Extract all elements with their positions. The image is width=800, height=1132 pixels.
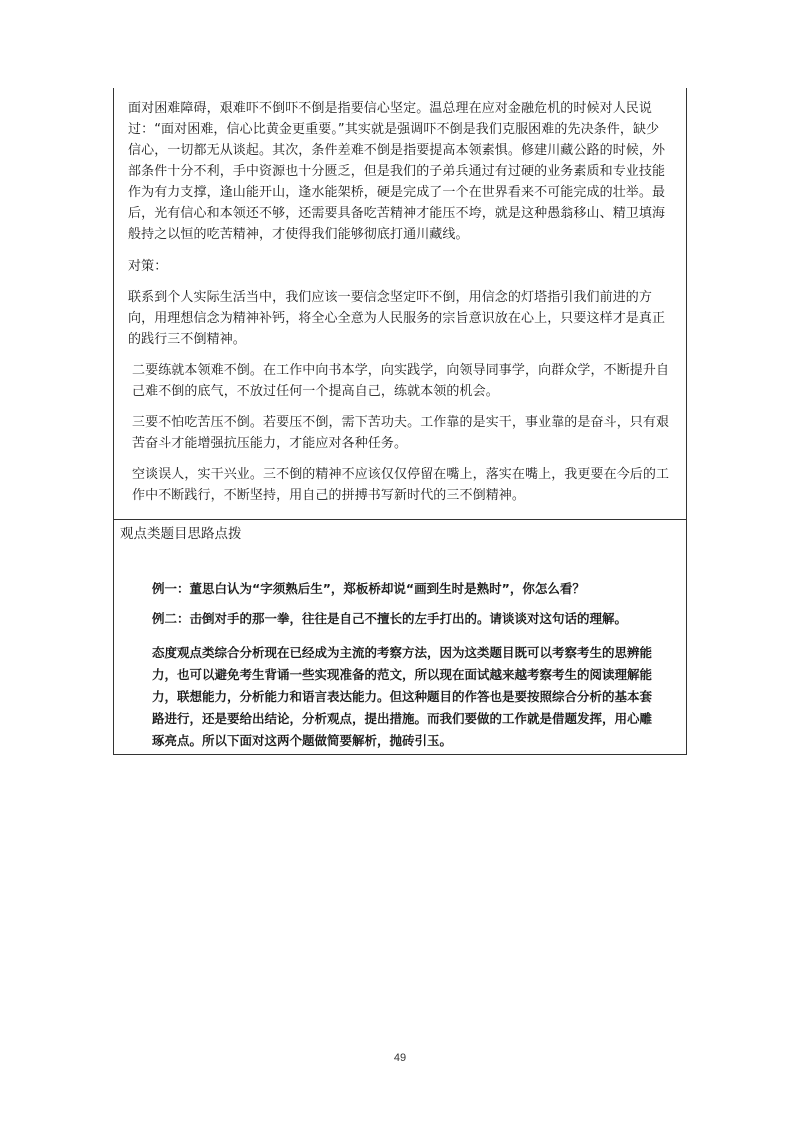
conclusion-paragraph: 空谈误人，实干兴业。三不倒的精神不应该仅仅停留在嘴上，落实在嘴上，我更要在今后的工作中不断践行，不断坚持，用自己的拼搏书写新时代的三不倒精神。 bbox=[132, 467, 670, 503]
viewpoint-guide-box bbox=[113, 519, 687, 755]
essay-section-box bbox=[113, 88, 687, 520]
countermeasure-paragraph-3: 三要不怕吃苦压不倒。若要压不倒，需下苦功夫。工作靠的是实干，事业靠的是奋斗，只有艰苦奋斗才能增强抗压能力，才能应对各种任务。 bbox=[132, 415, 670, 451]
countermeasure-paragraph-2: 二要练就本领难不倒。在工作中向书本学，向实践学，向领导同事学，向群众学，不断提升自己难不倒的底气，不放过任何一个提高自己，练就本领的机会。 bbox=[132, 363, 670, 399]
countermeasure-paragraph-1: 联系到个人实际生活当中，我们应该一要信念坚定吓不倒，用信念的灯塔指引我们前进的方向，用理想信念为精神补钙，将全心全意为人民服务的宗旨意识放在心上，只要这样才是真正的践行三不倒精神。 bbox=[128, 290, 666, 347]
essay-paragraph-analysis: 面对困难障碍，艰难吓不倒吓不倒是指要信心坚定。温总理在应对金融危机的时候对人民说过：“面对困难，信心比黄金更重要。”其实就是强调吓不倒是我们克服困难的先决条件，缺少信心，一切都无从谈起。其次，条件差难不倒是指要提高本领素惧。修建川藏公路的时候，外部条件十分不利，手中资源也十分匮乏，但是我们的子弟兵通过有过硬的业务素质和专业技能作为有力支撑，逢山能开山，逢水能架桥，硬是完成了一个在世界看来不可能完成的壮举。最后，光有信心和本领还不够，还需要具备吃苦精神才能压不垮，就是这种愚翁移山、精卫填海般持之以恒的吃苦精神，才使得我们能够彻底打通川藏线。 bbox=[128, 101, 666, 242]
example-question-2: 例二：击倒对手的那一拳，往往是自己不擅长的左手打出的。请谈谈对这句话的理解。 bbox=[152, 611, 628, 626]
page-number: 49 bbox=[393, 1052, 407, 1064]
example-question-1: 例一：董思白认为“字须熟后生”，郑板桥却说“画到生时是熟时”，你怎么看？ bbox=[152, 581, 585, 596]
section-heading: 观点类题目思路点拨 bbox=[120, 526, 242, 542]
analysis-paragraph: 态度观点类综合分析现在已经成为主流的考察方法，因为这类题目既可以考察考生的思辨能力，也可以避免考生背诵一些实现准备的范文，所以现在面试越来越考察考生的阅读理解能力，联想能力，分析能力和语言表达能力。但这种题目的作答也是要按照综合分析的基本套路进行，还是要给出结论，分析观点，提出措施。而我们要做的工作就是借题发挥，用心雕琢亮点。所以下面对这两个题做简要解析，抛砖引玉。 bbox=[152, 645, 653, 748]
countermeasures-label: 对策： bbox=[128, 259, 168, 274]
